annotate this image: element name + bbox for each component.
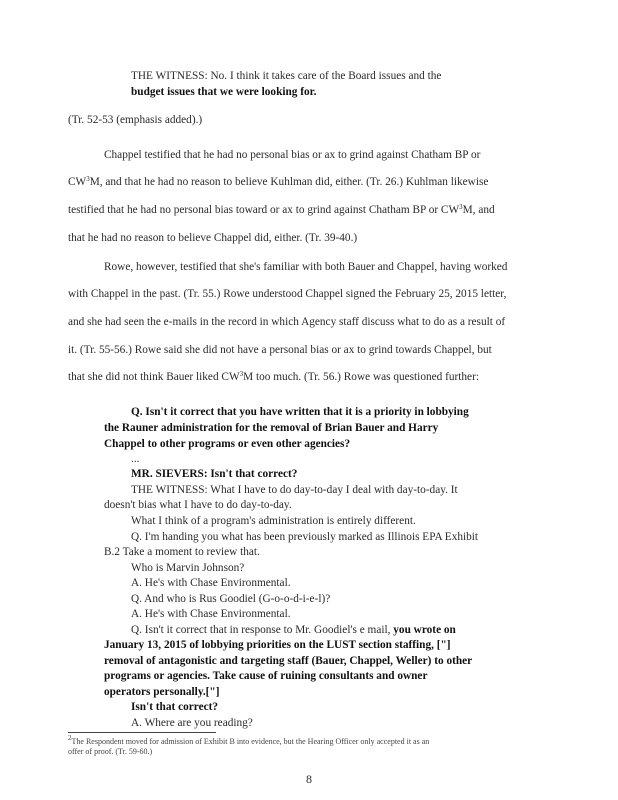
paragraph-1-line-1: Chappel testified that he had no personal bias or ax to grind against Chatham BP or	[104, 149, 481, 161]
transcript-a1: A. He's with Chase Environmental.	[131, 577, 291, 589]
superscript: 3	[86, 175, 90, 183]
text: M, and that he had no reason to believe Kuhlman did, either. (Tr. 26.) Kuhlman likewise	[89, 176, 489, 188]
transcript-q1-line-1: Q. Isn't it correct that you have written that it is a priority in lobbying	[131, 406, 469, 418]
witness-quote-line-1	[131, 69, 441, 83]
text: M, and	[462, 204, 495, 216]
transcript-q5-line-2: January 13, 2015 of lobbying priorities on the LUST section staffing, ["]	[104, 639, 451, 651]
transcript-q2-line-1: Q. I'm handing you what has been previously marked as Illinois EPA Exhibit	[131, 531, 479, 543]
transcript-ellipsis: ...	[131, 453, 140, 465]
transcript-witness-line-3: What I think of a program's administration is entirely different.	[131, 515, 416, 527]
transcript-witness-line-1: THE WITNESS: What I have to do day-to-day I deal with day-to-day. It	[131, 484, 458, 496]
emphasis: you wrote on	[393, 624, 456, 636]
text: testified that he had no personal bias toward or ax to grind against Chatham BP or CW	[68, 204, 460, 216]
transcript-a2: A. He's with Chase Environmental.	[131, 608, 291, 620]
transcript-q1-line-3: Chappel to other programs or even other agencies?	[104, 438, 351, 450]
paragraph-2-line-1: Rowe, however, testified that she's familiar with both Bauer and Chappel, having worked	[104, 261, 508, 273]
transcript-q5-line-3: removal of antagonistic and targeting staff (Bauer, Chappel, Weller) to other	[104, 655, 473, 667]
footnote-divider	[68, 732, 216, 733]
transcript-q5-line-4: programs or agencies. Take cause of ruining consultants and owner	[104, 670, 428, 682]
transcript-q2-line-2: B.2 Take a moment to review that.	[104, 546, 260, 558]
transcript-q5-line-5: operators personally.["]	[104, 686, 220, 698]
transcript-q5-line-1	[131, 623, 456, 637]
footnote-marker: 2	[68, 734, 72, 742]
paragraph-2-line-2: with Chappel in the past. (Tr. 55.) Rowe understood Chappel signed the February 25, 2015 letter,	[68, 288, 507, 300]
superscript: 3	[239, 370, 244, 378]
paragraph-1-line-3	[68, 203, 495, 217]
paragraph-1-line-4: that he had no reason to believe Chappel did, either. (Tr. 39-40.)	[68, 232, 358, 244]
text: CW	[68, 176, 87, 188]
text: The Respondent moved for admission of Exhibit B into evidence, but the Hearing Officer only accepted it as an	[71, 737, 430, 746]
transcript-q4: Q. And who is Rus Goodiel (G-o-o-d-i-e-l)?	[131, 593, 331, 605]
paragraph-2-line-3: and she had seen the e-mails in the record in which Agency staff discuss what to do as a result of	[68, 316, 506, 328]
transcript-sievers: MR. SIEVERS: Isn't that correct?	[131, 468, 298, 480]
transcript-a3: A. Where are you reading?	[131, 717, 253, 729]
footnote-line-2: offer of proof. (Tr. 59-60.)	[68, 747, 153, 756]
paragraph-1-line-2	[68, 175, 488, 189]
text: that she did not think Bauer liked CW	[68, 371, 240, 383]
witness-label: THE WITNESS: No. I think it takes care of the Board issues and the	[131, 70, 442, 82]
transcript-witness-line-2: doesn't bias what I have to do day-to-day.	[104, 499, 292, 511]
superscript: 3	[459, 203, 463, 211]
text: Q. Isn't it correct that in response to Mr. Goodiel's e mail,	[131, 624, 394, 636]
transcript-q5-line-6: Isn't that correct?	[131, 701, 219, 713]
text: M too much. (Tr. 56.) Rowe was questioned further:	[243, 371, 479, 383]
footnote-line-1	[68, 734, 430, 747]
paragraph-2-line-5	[68, 370, 479, 384]
citation: (Tr. 52-53 (emphasis added).)	[68, 114, 203, 126]
witness-quote-line-2: budget issues that we were looking for.	[131, 86, 317, 98]
page-number: 8	[306, 772, 312, 786]
transcript-q1-line-2: the Rauner administration for the removal of Brian Bauer and Harry	[104, 422, 439, 434]
paragraph-2-line-4: it. (Tr. 55-56.) Rowe said she did not have a personal bias or ax to grind towards Chappel, but	[68, 344, 492, 356]
transcript-q3: Who is Marvin Johnson?	[131, 562, 245, 574]
